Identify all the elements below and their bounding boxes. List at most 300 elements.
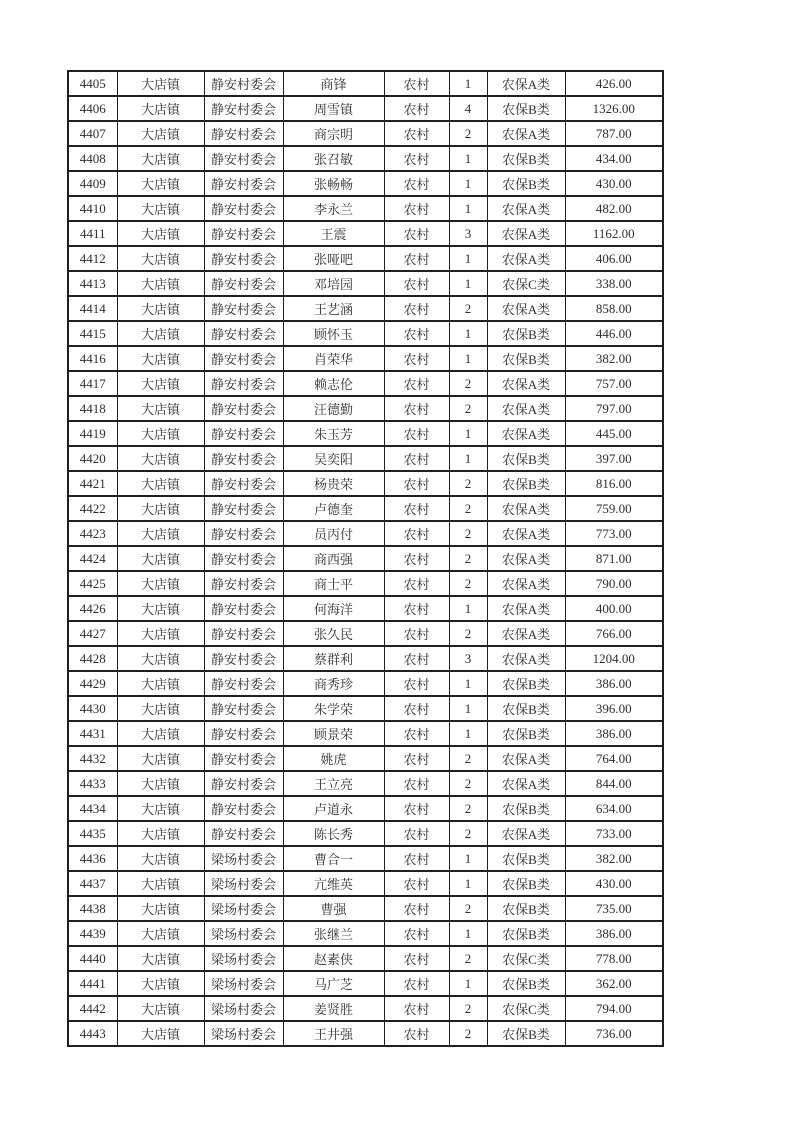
cell-serial-number: 4432 bbox=[68, 746, 117, 771]
table-row bbox=[68, 296, 663, 321]
cell-town: 大店镇 bbox=[117, 896, 204, 921]
table-row bbox=[68, 271, 663, 296]
table-row bbox=[68, 471, 663, 496]
cell-amount: 338.00 bbox=[565, 271, 663, 296]
cell-person-count: 2 bbox=[449, 546, 487, 571]
cell-person-count: 2 bbox=[449, 771, 487, 796]
table-row bbox=[68, 796, 663, 821]
table-row bbox=[68, 496, 663, 521]
cell-serial-number: 4433 bbox=[68, 771, 117, 796]
cell-village-committee: 静安村委会 bbox=[204, 596, 283, 621]
cell-village-committee: 静安村委会 bbox=[204, 296, 283, 321]
cell-household-type: 农村 bbox=[384, 396, 449, 421]
cell-person-name: 王艺涵 bbox=[283, 296, 384, 321]
cell-town: 大店镇 bbox=[117, 246, 204, 271]
cell-person-count: 1 bbox=[449, 971, 487, 996]
table-row bbox=[68, 421, 663, 446]
cell-town: 大店镇 bbox=[117, 771, 204, 796]
cell-household-type: 农村 bbox=[384, 446, 449, 471]
cell-village-committee: 静安村委会 bbox=[204, 496, 283, 521]
cell-amount: 426.00 bbox=[565, 71, 663, 96]
cell-person-name: 商宗明 bbox=[283, 121, 384, 146]
cell-serial-number: 4408 bbox=[68, 146, 117, 171]
cell-serial-number: 4440 bbox=[68, 946, 117, 971]
cell-person-name: 李永兰 bbox=[283, 196, 384, 221]
table-row bbox=[68, 821, 663, 846]
cell-village-committee: 静安村委会 bbox=[204, 421, 283, 446]
cell-insurance-category: 农保B类 bbox=[487, 871, 565, 896]
cell-person-name: 商西强 bbox=[283, 546, 384, 571]
cell-insurance-category: 农保A类 bbox=[487, 646, 565, 671]
cell-town: 大店镇 bbox=[117, 421, 204, 446]
cell-amount: 446.00 bbox=[565, 321, 663, 346]
cell-household-type: 农村 bbox=[384, 496, 449, 521]
cell-town: 大店镇 bbox=[117, 871, 204, 896]
cell-serial-number: 4410 bbox=[68, 196, 117, 221]
cell-amount: 382.00 bbox=[565, 846, 663, 871]
table-row bbox=[68, 771, 663, 796]
cell-serial-number: 4413 bbox=[68, 271, 117, 296]
cell-insurance-category: 农保B类 bbox=[487, 446, 565, 471]
cell-town: 大店镇 bbox=[117, 271, 204, 296]
table-row bbox=[68, 446, 663, 471]
cell-village-committee: 梁场村委会 bbox=[204, 1021, 283, 1046]
table-row bbox=[68, 971, 663, 996]
cell-household-type: 农村 bbox=[384, 796, 449, 821]
cell-person-count: 1 bbox=[449, 846, 487, 871]
cell-person-name: 顾景荣 bbox=[283, 721, 384, 746]
cell-town: 大店镇 bbox=[117, 846, 204, 871]
cell-household-type: 农村 bbox=[384, 571, 449, 596]
cell-person-count: 1 bbox=[449, 721, 487, 746]
cell-amount: 797.00 bbox=[565, 396, 663, 421]
table-row bbox=[68, 721, 663, 746]
cell-serial-number: 4409 bbox=[68, 171, 117, 196]
cell-town: 大店镇 bbox=[117, 721, 204, 746]
cell-serial-number: 4443 bbox=[68, 1021, 117, 1046]
table-row bbox=[68, 346, 663, 371]
cell-amount: 844.00 bbox=[565, 771, 663, 796]
cell-village-committee: 静安村委会 bbox=[204, 796, 283, 821]
cell-village-committee: 静安村委会 bbox=[204, 671, 283, 696]
cell-town: 大店镇 bbox=[117, 946, 204, 971]
cell-village-committee: 静安村委会 bbox=[204, 521, 283, 546]
cell-town: 大店镇 bbox=[117, 596, 204, 621]
cell-household-type: 农村 bbox=[384, 96, 449, 121]
cell-household-type: 农村 bbox=[384, 171, 449, 196]
cell-person-count: 1 bbox=[449, 596, 487, 621]
table-row bbox=[68, 121, 663, 146]
cell-amount: 382.00 bbox=[565, 346, 663, 371]
cell-person-name: 商锋 bbox=[283, 71, 384, 96]
cell-serial-number: 4441 bbox=[68, 971, 117, 996]
cell-town: 大店镇 bbox=[117, 371, 204, 396]
cell-person-name: 张畅畅 bbox=[283, 171, 384, 196]
cell-person-count: 3 bbox=[449, 221, 487, 246]
cell-insurance-category: 农保A类 bbox=[487, 121, 565, 146]
table-row bbox=[68, 846, 663, 871]
cell-serial-number: 4416 bbox=[68, 346, 117, 371]
cell-household-type: 农村 bbox=[384, 346, 449, 371]
cell-household-type: 农村 bbox=[384, 821, 449, 846]
cell-village-committee: 梁场村委会 bbox=[204, 896, 283, 921]
cell-amount: 858.00 bbox=[565, 296, 663, 321]
cell-person-count: 1 bbox=[449, 671, 487, 696]
cell-amount: 790.00 bbox=[565, 571, 663, 596]
cell-serial-number: 4431 bbox=[68, 721, 117, 746]
table-body bbox=[68, 71, 663, 1046]
cell-town: 大店镇 bbox=[117, 1021, 204, 1046]
table-row bbox=[68, 921, 663, 946]
cell-person-name: 王震 bbox=[283, 221, 384, 246]
cell-village-committee: 静安村委会 bbox=[204, 271, 283, 296]
cell-person-name: 王立亮 bbox=[283, 771, 384, 796]
cell-person-count: 1 bbox=[449, 196, 487, 221]
cell-insurance-category: 农保A类 bbox=[487, 546, 565, 571]
cell-insurance-category: 农保B类 bbox=[487, 171, 565, 196]
cell-serial-number: 4428 bbox=[68, 646, 117, 671]
cell-person-name: 商士平 bbox=[283, 571, 384, 596]
cell-person-name: 朱玉芳 bbox=[283, 421, 384, 446]
cell-amount: 397.00 bbox=[565, 446, 663, 471]
cell-person-count: 2 bbox=[449, 521, 487, 546]
cell-household-type: 农村 bbox=[384, 121, 449, 146]
cell-village-committee: 静安村委会 bbox=[204, 321, 283, 346]
cell-person-count: 2 bbox=[449, 1021, 487, 1046]
cell-person-count: 2 bbox=[449, 296, 487, 321]
cell-insurance-category: 农保C类 bbox=[487, 271, 565, 296]
cell-village-committee: 静安村委会 bbox=[204, 121, 283, 146]
cell-serial-number: 4436 bbox=[68, 846, 117, 871]
cell-amount: 1162.00 bbox=[565, 221, 663, 246]
cell-serial-number: 4406 bbox=[68, 96, 117, 121]
cell-person-name: 朱学荣 bbox=[283, 696, 384, 721]
cell-insurance-category: 农保A类 bbox=[487, 421, 565, 446]
cell-serial-number: 4430 bbox=[68, 696, 117, 721]
cell-town: 大店镇 bbox=[117, 296, 204, 321]
cell-serial-number: 4420 bbox=[68, 446, 117, 471]
cell-person-name: 员丙付 bbox=[283, 521, 384, 546]
cell-town: 大店镇 bbox=[117, 471, 204, 496]
cell-person-name: 何海洋 bbox=[283, 596, 384, 621]
table-row bbox=[68, 96, 663, 121]
cell-insurance-category: 农保A类 bbox=[487, 71, 565, 96]
cell-household-type: 农村 bbox=[384, 621, 449, 646]
cell-serial-number: 4411 bbox=[68, 221, 117, 246]
table-row bbox=[68, 71, 663, 96]
cell-person-name: 张哑吧 bbox=[283, 246, 384, 271]
cell-serial-number: 4438 bbox=[68, 896, 117, 921]
cell-person-name: 张久民 bbox=[283, 621, 384, 646]
cell-household-type: 农村 bbox=[384, 471, 449, 496]
cell-town: 大店镇 bbox=[117, 646, 204, 671]
cell-town: 大店镇 bbox=[117, 571, 204, 596]
cell-person-name: 曹强 bbox=[283, 896, 384, 921]
cell-amount: 482.00 bbox=[565, 196, 663, 221]
cell-serial-number: 4435 bbox=[68, 821, 117, 846]
cell-person-name: 卢德奎 bbox=[283, 496, 384, 521]
cell-amount: 773.00 bbox=[565, 521, 663, 546]
cell-village-committee: 静安村委会 bbox=[204, 746, 283, 771]
cell-person-count: 1 bbox=[449, 146, 487, 171]
cell-village-committee: 静安村委会 bbox=[204, 71, 283, 96]
cell-person-count: 1 bbox=[449, 271, 487, 296]
cell-serial-number: 4425 bbox=[68, 571, 117, 596]
cell-serial-number: 4414 bbox=[68, 296, 117, 321]
cell-person-count: 2 bbox=[449, 621, 487, 646]
cell-serial-number: 4415 bbox=[68, 321, 117, 346]
cell-insurance-category: 农保B类 bbox=[487, 696, 565, 721]
cell-village-committee: 梁场村委会 bbox=[204, 921, 283, 946]
cell-serial-number: 4422 bbox=[68, 496, 117, 521]
cell-insurance-category: 农保B类 bbox=[487, 471, 565, 496]
table-row bbox=[68, 521, 663, 546]
cell-amount: 1326.00 bbox=[565, 96, 663, 121]
payment-table bbox=[67, 70, 664, 1047]
cell-amount: 406.00 bbox=[565, 246, 663, 271]
cell-insurance-category: 农保A类 bbox=[487, 521, 565, 546]
cell-insurance-category: 农保A类 bbox=[487, 221, 565, 246]
cell-person-count: 2 bbox=[449, 896, 487, 921]
cell-household-type: 农村 bbox=[384, 296, 449, 321]
cell-village-committee: 静安村委会 bbox=[204, 721, 283, 746]
cell-person-count: 1 bbox=[449, 71, 487, 96]
table-row bbox=[68, 596, 663, 621]
cell-household-type: 农村 bbox=[384, 771, 449, 796]
cell-insurance-category: 农保B类 bbox=[487, 846, 565, 871]
cell-town: 大店镇 bbox=[117, 621, 204, 646]
cell-insurance-category: 农保B类 bbox=[487, 321, 565, 346]
cell-household-type: 农村 bbox=[384, 896, 449, 921]
cell-household-type: 农村 bbox=[384, 71, 449, 96]
cell-town: 大店镇 bbox=[117, 996, 204, 1021]
table-row bbox=[68, 546, 663, 571]
cell-village-committee: 静安村委会 bbox=[204, 171, 283, 196]
cell-town: 大店镇 bbox=[117, 821, 204, 846]
cell-person-count: 2 bbox=[449, 571, 487, 596]
cell-town: 大店镇 bbox=[117, 321, 204, 346]
cell-person-name: 马广芝 bbox=[283, 971, 384, 996]
cell-amount: 386.00 bbox=[565, 921, 663, 946]
cell-amount: 787.00 bbox=[565, 121, 663, 146]
cell-person-count: 3 bbox=[449, 646, 487, 671]
cell-household-type: 农村 bbox=[384, 546, 449, 571]
cell-village-committee: 静安村委会 bbox=[204, 821, 283, 846]
cell-serial-number: 4424 bbox=[68, 546, 117, 571]
cell-person-name: 赵素侠 bbox=[283, 946, 384, 971]
cell-person-name: 曹合一 bbox=[283, 846, 384, 871]
cell-insurance-category: 农保B类 bbox=[487, 346, 565, 371]
cell-person-name: 张继兰 bbox=[283, 921, 384, 946]
cell-serial-number: 4419 bbox=[68, 421, 117, 446]
cell-person-name: 王井强 bbox=[283, 1021, 384, 1046]
cell-person-name: 商秀珍 bbox=[283, 671, 384, 696]
cell-serial-number: 4417 bbox=[68, 371, 117, 396]
cell-insurance-category: 农保A类 bbox=[487, 771, 565, 796]
cell-person-name: 周雪镇 bbox=[283, 96, 384, 121]
cell-household-type: 农村 bbox=[384, 596, 449, 621]
cell-person-name: 汪德勤 bbox=[283, 396, 384, 421]
cell-serial-number: 4434 bbox=[68, 796, 117, 821]
cell-village-committee: 静安村委会 bbox=[204, 471, 283, 496]
cell-town: 大店镇 bbox=[117, 71, 204, 96]
cell-village-committee: 静安村委会 bbox=[204, 571, 283, 596]
cell-household-type: 农村 bbox=[384, 221, 449, 246]
cell-amount: 871.00 bbox=[565, 546, 663, 571]
table-row bbox=[68, 146, 663, 171]
cell-person-count: 2 bbox=[449, 496, 487, 521]
cell-household-type: 农村 bbox=[384, 846, 449, 871]
cell-amount: 778.00 bbox=[565, 946, 663, 971]
table-row bbox=[68, 396, 663, 421]
cell-amount: 733.00 bbox=[565, 821, 663, 846]
cell-village-committee: 静安村委会 bbox=[204, 696, 283, 721]
cell-person-count: 1 bbox=[449, 421, 487, 446]
table-row bbox=[68, 1021, 663, 1046]
table-row bbox=[68, 646, 663, 671]
cell-person-name: 赖志伦 bbox=[283, 371, 384, 396]
cell-village-committee: 静安村委会 bbox=[204, 646, 283, 671]
cell-town: 大店镇 bbox=[117, 171, 204, 196]
cell-insurance-category: 农保C类 bbox=[487, 996, 565, 1021]
table-row bbox=[68, 321, 663, 346]
cell-town: 大店镇 bbox=[117, 921, 204, 946]
cell-village-committee: 静安村委会 bbox=[204, 146, 283, 171]
cell-person-name: 顾怀玉 bbox=[283, 321, 384, 346]
cell-person-count: 1 bbox=[449, 921, 487, 946]
cell-person-name: 亢维英 bbox=[283, 871, 384, 896]
cell-insurance-category: 农保B类 bbox=[487, 1021, 565, 1046]
cell-household-type: 农村 bbox=[384, 521, 449, 546]
table-row bbox=[68, 946, 663, 971]
cell-town: 大店镇 bbox=[117, 396, 204, 421]
cell-insurance-category: 农保B类 bbox=[487, 721, 565, 746]
cell-amount: 400.00 bbox=[565, 596, 663, 621]
cell-village-committee: 静安村委会 bbox=[204, 546, 283, 571]
cell-insurance-category: 农保A类 bbox=[487, 496, 565, 521]
cell-serial-number: 4418 bbox=[68, 396, 117, 421]
cell-village-committee: 静安村委会 bbox=[204, 446, 283, 471]
cell-town: 大店镇 bbox=[117, 96, 204, 121]
cell-amount: 794.00 bbox=[565, 996, 663, 1021]
cell-person-count: 1 bbox=[449, 321, 487, 346]
cell-amount: 736.00 bbox=[565, 1021, 663, 1046]
cell-village-committee: 静安村委会 bbox=[204, 246, 283, 271]
cell-village-committee: 静安村委会 bbox=[204, 621, 283, 646]
cell-household-type: 农村 bbox=[384, 271, 449, 296]
cell-village-committee: 静安村委会 bbox=[204, 221, 283, 246]
table-row bbox=[68, 371, 663, 396]
cell-person-name: 卢道永 bbox=[283, 796, 384, 821]
cell-person-count: 4 bbox=[449, 96, 487, 121]
cell-person-name: 肖荣华 bbox=[283, 346, 384, 371]
cell-insurance-category: 农保B类 bbox=[487, 796, 565, 821]
table-row bbox=[68, 696, 663, 721]
cell-village-committee: 梁场村委会 bbox=[204, 996, 283, 1021]
table-row bbox=[68, 221, 663, 246]
cell-amount: 816.00 bbox=[565, 471, 663, 496]
cell-town: 大店镇 bbox=[117, 971, 204, 996]
cell-insurance-category: 农保B类 bbox=[487, 671, 565, 696]
cell-village-committee: 静安村委会 bbox=[204, 196, 283, 221]
cell-household-type: 农村 bbox=[384, 946, 449, 971]
cell-person-count: 2 bbox=[449, 821, 487, 846]
cell-amount: 764.00 bbox=[565, 746, 663, 771]
table-row bbox=[68, 571, 663, 596]
cell-serial-number: 4407 bbox=[68, 121, 117, 146]
cell-insurance-category: 农保B类 bbox=[487, 971, 565, 996]
cell-person-count: 2 bbox=[449, 746, 487, 771]
cell-household-type: 农村 bbox=[384, 971, 449, 996]
cell-serial-number: 4423 bbox=[68, 521, 117, 546]
cell-town: 大店镇 bbox=[117, 746, 204, 771]
cell-household-type: 农村 bbox=[384, 371, 449, 396]
cell-town: 大店镇 bbox=[117, 521, 204, 546]
cell-household-type: 农村 bbox=[384, 646, 449, 671]
cell-amount: 362.00 bbox=[565, 971, 663, 996]
cell-serial-number: 4429 bbox=[68, 671, 117, 696]
cell-amount: 430.00 bbox=[565, 871, 663, 896]
cell-village-committee: 静安村委会 bbox=[204, 371, 283, 396]
cell-person-name: 张召敏 bbox=[283, 146, 384, 171]
cell-household-type: 农村 bbox=[384, 196, 449, 221]
cell-insurance-category: 农保A类 bbox=[487, 371, 565, 396]
table-row bbox=[68, 896, 663, 921]
cell-insurance-category: 农保A类 bbox=[487, 746, 565, 771]
cell-village-committee: 静安村委会 bbox=[204, 396, 283, 421]
cell-amount: 1204.00 bbox=[565, 646, 663, 671]
cell-person-count: 2 bbox=[449, 371, 487, 396]
cell-household-type: 农村 bbox=[384, 246, 449, 271]
cell-insurance-category: 农保A类 bbox=[487, 621, 565, 646]
cell-town: 大店镇 bbox=[117, 146, 204, 171]
cell-household-type: 农村 bbox=[384, 996, 449, 1021]
cell-household-type: 农村 bbox=[384, 871, 449, 896]
cell-insurance-category: 农保A类 bbox=[487, 196, 565, 221]
cell-insurance-category: 农保A类 bbox=[487, 396, 565, 421]
cell-insurance-category: 农保B类 bbox=[487, 921, 565, 946]
cell-town: 大店镇 bbox=[117, 446, 204, 471]
cell-town: 大店镇 bbox=[117, 696, 204, 721]
cell-serial-number: 4442 bbox=[68, 996, 117, 1021]
cell-amount: 430.00 bbox=[565, 171, 663, 196]
cell-household-type: 农村 bbox=[384, 921, 449, 946]
cell-insurance-category: 农保A类 bbox=[487, 296, 565, 321]
table-row bbox=[68, 671, 663, 696]
cell-town: 大店镇 bbox=[117, 196, 204, 221]
cell-village-committee: 梁场村委会 bbox=[204, 946, 283, 971]
cell-insurance-category: 农保A类 bbox=[487, 246, 565, 271]
cell-person-count: 1 bbox=[449, 446, 487, 471]
cell-serial-number: 4405 bbox=[68, 71, 117, 96]
cell-insurance-category: 农保B类 bbox=[487, 96, 565, 121]
cell-person-count: 1 bbox=[449, 346, 487, 371]
cell-person-count: 2 bbox=[449, 996, 487, 1021]
cell-household-type: 农村 bbox=[384, 146, 449, 171]
cell-person-count: 2 bbox=[449, 396, 487, 421]
cell-person-name: 蔡群利 bbox=[283, 646, 384, 671]
cell-town: 大店镇 bbox=[117, 346, 204, 371]
cell-person-name: 邓培园 bbox=[283, 271, 384, 296]
cell-person-name: 杨贵荣 bbox=[283, 471, 384, 496]
cell-person-count: 1 bbox=[449, 171, 487, 196]
cell-village-committee: 梁场村委会 bbox=[204, 846, 283, 871]
cell-serial-number: 4437 bbox=[68, 871, 117, 896]
cell-serial-number: 4439 bbox=[68, 921, 117, 946]
cell-serial-number: 4412 bbox=[68, 246, 117, 271]
cell-town: 大店镇 bbox=[117, 796, 204, 821]
cell-amount: 757.00 bbox=[565, 371, 663, 396]
